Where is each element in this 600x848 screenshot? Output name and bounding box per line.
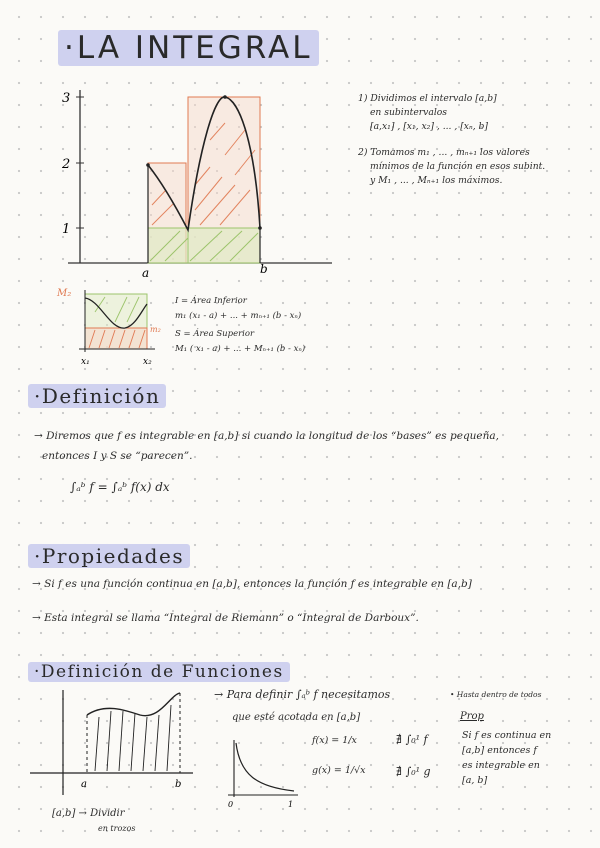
definition-heading: ·Definición <box>28 384 166 408</box>
small-zero: 0 <box>228 800 234 809</box>
function-g: g(x) = 1/√x <box>312 765 366 776</box>
lower-rect-2 <box>188 228 260 263</box>
prop-line-1: Si f es continua en <box>462 730 552 741</box>
mini-corner-label: M₂ <box>57 288 72 299</box>
mini-x1: x₁ <box>81 357 90 367</box>
area-inferior-formula: m₁ (x₁ - a) + ... + mₙ₊₁ (b - xₙ) <box>175 310 302 321</box>
prop-label: Prop <box>460 711 484 722</box>
function-f-result: ∄ ∫₀¹ f <box>396 733 428 746</box>
property-line-2: → Esta integral se llama “Integral de Riemann” o “Integral de Darboux”. <box>32 612 419 624</box>
prop-line-3: es integrable en <box>462 760 540 771</box>
mini-m-label: m₂ <box>150 325 161 334</box>
note-1-line-3: [a,x₁] , [x₁, x₂] , ... , [xₙ, b] <box>370 121 489 132</box>
y-tick-3: 3 <box>62 91 71 106</box>
prop-block <box>462 728 551 788</box>
prop-line-2: [a,b] entonces f <box>462 745 537 756</box>
notes-block <box>358 92 578 188</box>
properties-heading: ·Propiedades <box>28 544 190 568</box>
note-1-line-1: 1) Dividimos el intervalo [a,b] <box>358 93 497 104</box>
area-superior-label: S = Área Superior <box>175 329 255 339</box>
y-tick-2: 2 <box>62 157 71 172</box>
note-2-line-1: 2) Tomamos m₁ , ... , mₙ₊₁ los valores <box>358 147 530 158</box>
x-label-a: a <box>142 266 150 280</box>
definition-line-1: → Diremos que f es integrable en [a,b] si cuando la longitud de los “bases” es pequeña, <box>34 430 500 442</box>
area-definitions <box>175 294 305 356</box>
property-line-1: → Si f es una función continua en [a,b], entonces la función f es integrable en [a,b] <box>32 578 472 590</box>
interval-note: [a,b] → Dividir <box>52 808 125 819</box>
functions-heading: ·Definición de Funciones <box>28 662 290 682</box>
mini-x2: x₂ <box>143 357 152 367</box>
requirement-line-2: que esté acotada en [a,b] <box>232 712 361 723</box>
requirement-line-1: → Para definir ∫ₐᵇ f necesitamos <box>214 688 391 701</box>
area-inferior-label: I = Área Inferior <box>175 296 247 306</box>
mini-graph <box>55 282 185 367</box>
definition-integral-equation: ∫ₐᵇ f = ∫ₐᵇ f(x) dx <box>70 480 170 494</box>
note-2-line-3: y M₁ , ... , Mₙ₊₁ los máximos. <box>370 175 503 186</box>
x-label-b: b <box>260 262 268 276</box>
definition-line-2: entonces I y S se “parecen”. <box>42 450 193 462</box>
page-title: ·LA INTEGRAL <box>58 30 319 66</box>
small-one: 1 <box>288 800 294 809</box>
small-decay-graph <box>222 735 302 810</box>
functions-graph <box>25 685 195 805</box>
function-f: f(x) = 1/x <box>312 735 357 746</box>
interval-note-2: en trozos <box>98 824 136 833</box>
area-superior-formula: M₁ ( x₁ - a) + ... + Mₙ₊₁ (b - xₙ) <box>175 343 306 354</box>
note-2-line-2: mínimos de la función en esos subint. <box>370 161 546 172</box>
prop-line-4: [a, b] <box>462 775 488 786</box>
side-note: • Hasta dentro de todos <box>450 690 542 699</box>
y-tick-1: 1 <box>62 222 71 237</box>
note-1-line-2: en subintervalos <box>370 107 448 118</box>
func-label-a: a <box>81 779 87 790</box>
riemann-graph <box>50 85 340 285</box>
func-label-b: b <box>175 779 182 790</box>
function-g-result: ∄ ∫₀¹ g <box>396 765 431 778</box>
